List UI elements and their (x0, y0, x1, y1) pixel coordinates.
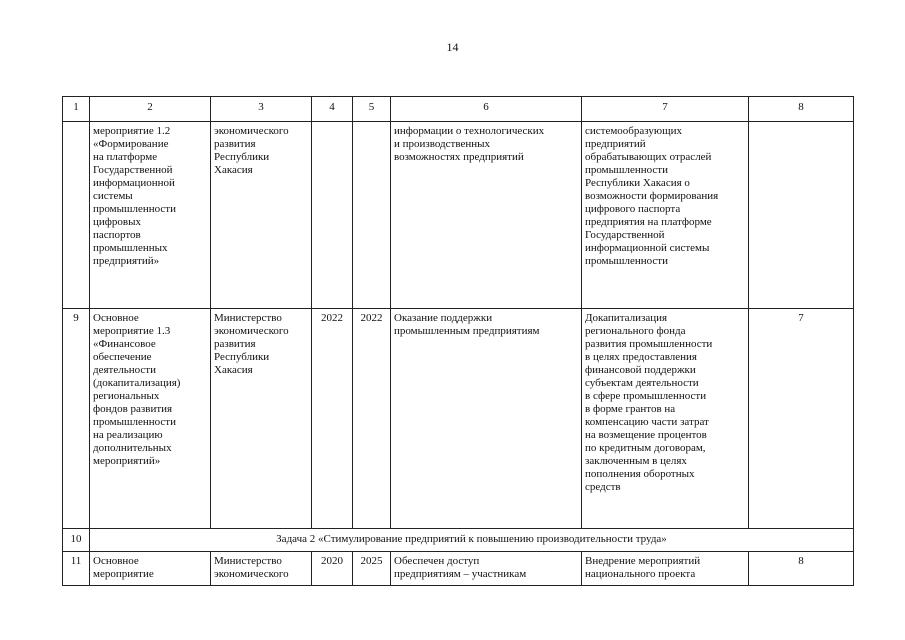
cell-text-line: промышленным предприятиям (394, 325, 540, 337)
cell-text-line: деятельности (93, 364, 156, 376)
cell-text-line: цифрового паспорта (585, 203, 681, 215)
table-row-9 (63, 309, 854, 529)
cell-text-line: на платформе (93, 151, 158, 163)
table-row-continued (63, 122, 854, 309)
cell-text-line: Республики (214, 351, 270, 363)
executor-cell (211, 309, 312, 529)
cell-text-line: в сфере промышленности (585, 390, 707, 402)
cell-text-line: информационной системы (585, 242, 710, 254)
cell-text-line: цифровых (93, 216, 141, 228)
cell-text-line: в форме грантов на (585, 403, 676, 415)
cell-text-line: финансовой поддержки (585, 364, 696, 376)
cell-text-line: фондов развития (93, 403, 173, 415)
cell-text-line: заключенным в целях (585, 455, 687, 467)
row-number-cell: 11 (63, 552, 90, 586)
cell-text-line: паспортов (93, 229, 141, 241)
cell-text-line: Хакасия (214, 364, 253, 376)
executor-cell (211, 552, 312, 586)
header-cell-6: 6 (391, 97, 582, 122)
cell-text-line: Докапитализация (585, 312, 668, 324)
cell-text-line: на реализацию (93, 429, 163, 441)
header-cell-8: 8 (749, 97, 854, 122)
page-number: 14 (446, 40, 459, 54)
cell-text-line: мероприятий» (93, 455, 161, 467)
cell-text-line: промышленности (93, 416, 176, 428)
executor-cell (211, 122, 312, 309)
header-cell-1: 1 (63, 97, 90, 122)
row-number-cell: 10 (63, 529, 90, 552)
cell-text-line: Республики (214, 151, 270, 163)
cell-text-line: и производственных (394, 138, 491, 150)
cell-text-line: Внедрение мероприятий (585, 555, 701, 567)
end-year-cell: 2025 (353, 552, 391, 586)
cell-text-line: регионального фонда (585, 325, 686, 337)
start-year-cell: 2022 (312, 309, 353, 529)
result-cell (391, 552, 582, 586)
cell-text-line: на возмещение процентов (585, 429, 707, 441)
header-cell-4: 4 (312, 97, 353, 122)
cell-text-line: «Финансовое (93, 338, 156, 350)
cell-text-line: возможностях предприятий (394, 151, 524, 163)
cell-text-line: промышленных (93, 242, 168, 254)
table-row-11 (63, 552, 854, 586)
cell-text-line: промышленности (585, 255, 668, 267)
header-cell-7: 7 (582, 97, 749, 122)
result-cell (391, 309, 582, 529)
cell-text-line: обрабатывающих отраслей (585, 151, 712, 163)
cell-text-line: развития (214, 138, 256, 150)
cell-text-line: экономического (214, 325, 289, 337)
cell-text-line: промышленности (585, 164, 668, 176)
cell-text-line: Оказание поддержки (394, 312, 493, 324)
cell-text-line: предприятиям – участникам (394, 568, 527, 580)
cell-text-line: в целях предоставления (585, 351, 697, 363)
cell-text-line: Хакасия (214, 164, 253, 176)
document-table (62, 96, 854, 586)
cell-text-line: субъектам деятельности (585, 377, 699, 389)
indicator-cell (749, 122, 854, 309)
cell-text-line: развития промышленности (585, 338, 713, 350)
cell-text-line: возможности формирования (585, 190, 719, 202)
cell-text-line: компенсацию части затрат (585, 416, 709, 428)
end-year-cell: 2022 (353, 309, 391, 529)
content-cell (582, 552, 749, 586)
event-name-cell (90, 309, 211, 529)
cell-text-line: региональных (93, 390, 160, 402)
cell-text-line: предприятий» (93, 255, 160, 267)
cell-text-line: экономического (214, 125, 289, 137)
cell-text-line: средств (585, 481, 621, 493)
cell-text-line: Обеспечен доступ (394, 555, 480, 567)
cell-text-line: дополнительных (93, 442, 172, 454)
cell-text-line: Республики Хакасия о (585, 177, 690, 189)
row-number-cell: 9 (63, 309, 90, 529)
header-cell-2: 2 (90, 97, 211, 122)
event-name-cell (90, 552, 211, 586)
cell-text-line: информационной (93, 177, 175, 189)
cell-text-line: развития (214, 338, 256, 350)
start-year-cell: 2020 (312, 552, 353, 586)
table-header-row (63, 97, 854, 122)
cell-text-line: (докапитализация) (93, 377, 181, 389)
cell-text-line: системообразующих (585, 125, 682, 137)
cell-text-line: мероприятие 1.2 (93, 125, 171, 137)
cell-text-line: Основное (93, 555, 139, 567)
cell-text-line: мероприятие 1.3 (93, 325, 171, 337)
task-heading-cell: Задача 2 «Стимулирование предприятий к повышению производительности труда» (90, 529, 854, 552)
cell-text-line: предприятий (585, 138, 646, 150)
result-cell (391, 122, 582, 309)
cell-text-line: обеспечение (93, 351, 152, 363)
cell-text-line: Государственной (585, 229, 665, 241)
table-row-10-task (63, 529, 854, 552)
cell-text-line: предприятия на платформе (585, 216, 712, 228)
cell-text-line: «Формирование (93, 138, 169, 150)
indicator-cell: 8 (749, 552, 854, 586)
cell-text-line: Министерство (214, 555, 282, 567)
end-year-cell (353, 122, 391, 309)
content-cell (582, 309, 749, 529)
cell-text-line: Министерство (214, 312, 282, 324)
cell-text-line: информации о технологических (394, 125, 545, 137)
row-number-cell (63, 122, 90, 309)
cell-text-line: экономического (214, 568, 289, 580)
cell-text-line: системы (93, 190, 133, 202)
cell-text-line: Основное (93, 312, 139, 324)
header-cell-5: 5 (353, 97, 391, 122)
cell-text-line: промышленности (93, 203, 176, 215)
cell-text-line: мероприятие (93, 568, 154, 580)
header-cell-3: 3 (211, 97, 312, 122)
cell-text-line: пополнения оборотных (585, 468, 695, 480)
content-cell (582, 122, 749, 309)
cell-text-line: национального проекта (585, 568, 696, 580)
cell-text-line: Государственной (93, 164, 173, 176)
cell-text-line: по кредитным договорам, (585, 442, 706, 454)
event-name-cell (90, 122, 211, 309)
indicator-cell: 7 (749, 309, 854, 529)
start-year-cell (312, 122, 353, 309)
